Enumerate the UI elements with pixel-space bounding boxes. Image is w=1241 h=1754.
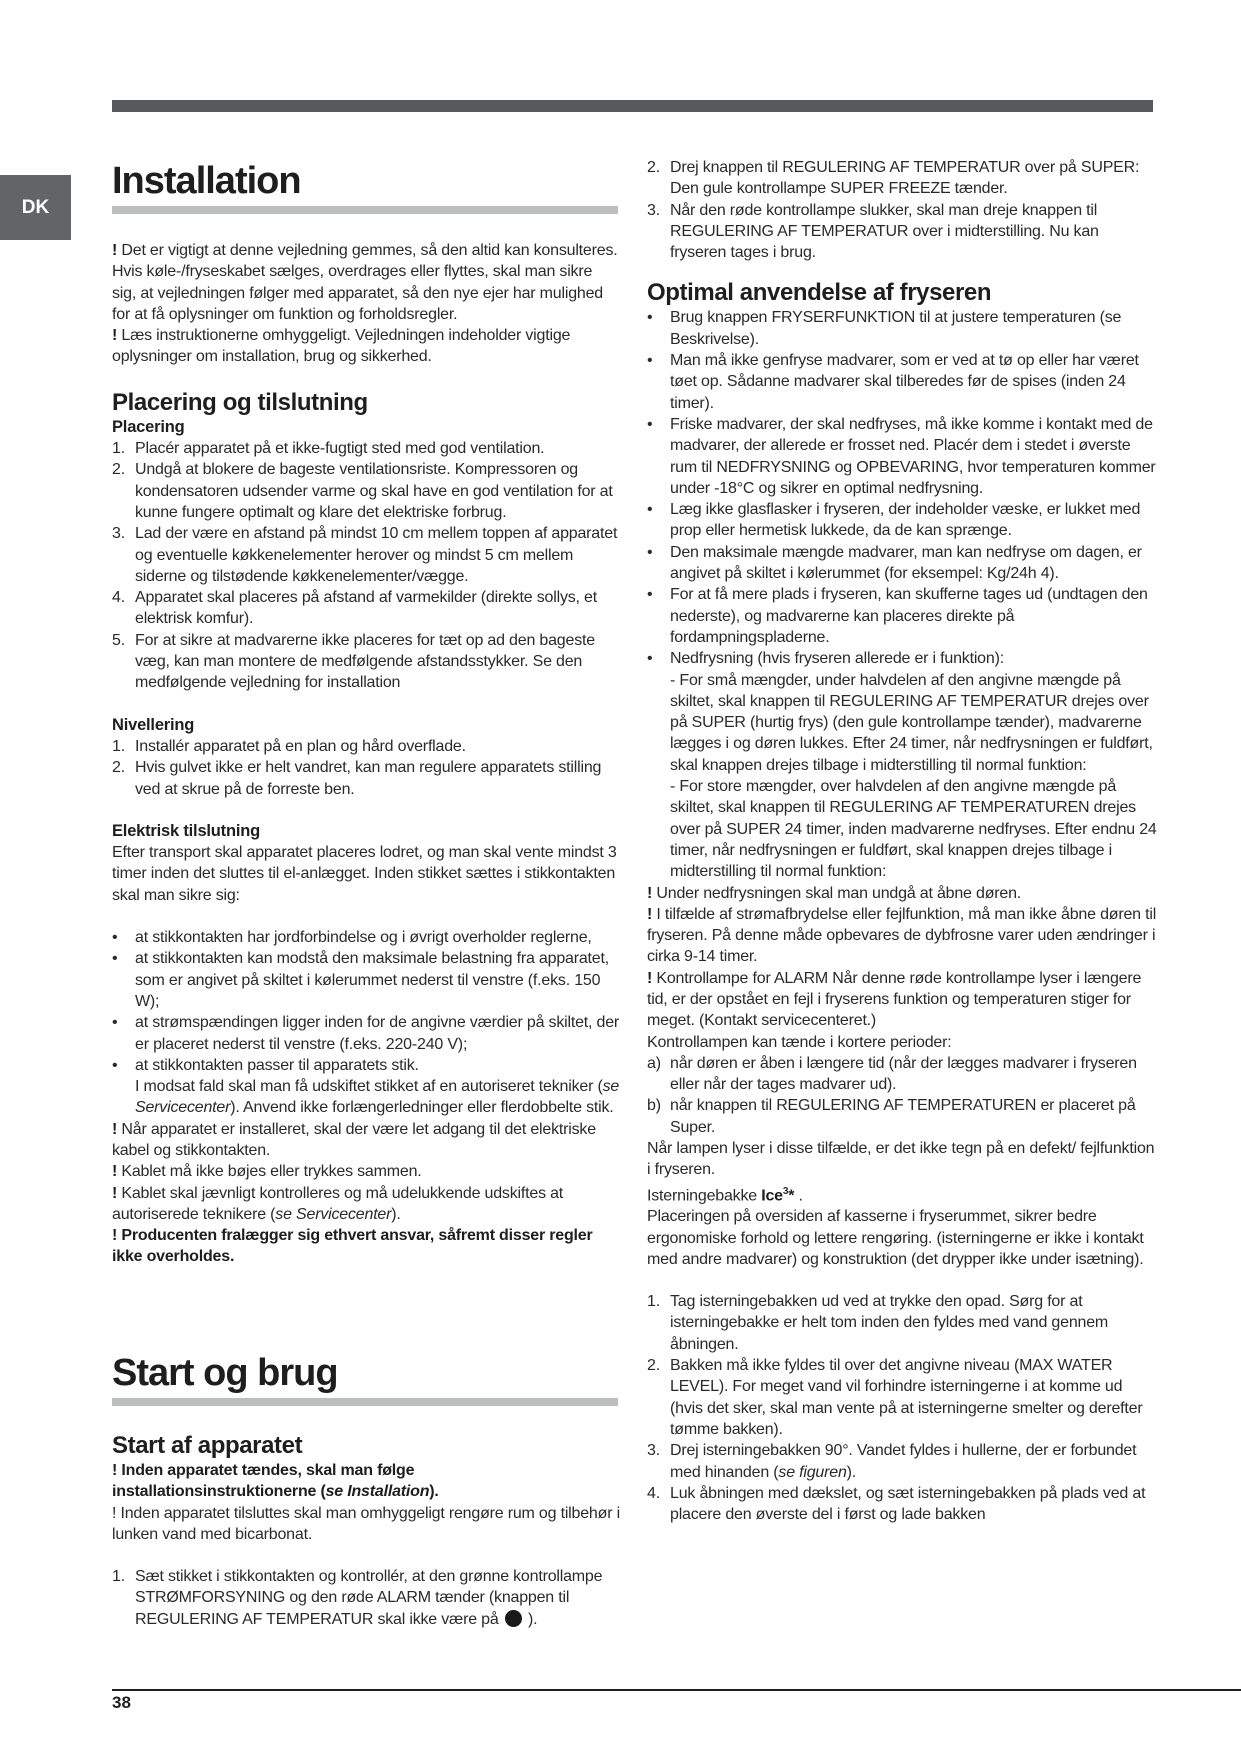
text-run: ! [647,969,653,987]
paragraph [647,1206,1159,1270]
filled-circle-icon [505,1610,522,1627]
bullet-icon: • [112,1014,118,1032]
left-column-start-og-brug [112,1350,620,1630]
list-item [647,1095,1159,1138]
page-number: 38 [112,1693,131,1712]
list-number: 5. [112,631,125,649]
bullet-list [112,927,620,1119]
language-tab: DK [0,175,71,240]
cross-reference: se figuren [778,1463,847,1481]
list-number: b) [647,1097,661,1115]
paragraph [647,883,1159,904]
bullet-icon: • [112,950,118,968]
text-run: ! Inden apparatet tilsluttes skal man omhyggeligt rengøre rum og tilbehør i lunken vand med bicarbonat. [112,1504,620,1543]
text-run: ! [647,884,653,902]
list-item [647,1291,1159,1355]
text-run: * [788,1186,795,1204]
section-heading: Optimal anvendelse af fryseren [647,279,992,307]
list-number: 3. [647,201,660,219]
list-item [112,438,620,459]
numbered-list [112,438,620,694]
text-run: Luk åbningen med dækslet, og sæt isterningebakken på plads ved at placere den øverste del i først og lade bakken [670,1484,1146,1524]
text-run: Kablet må ikke bøjes eller trykkes sammen. [117,1163,422,1181]
paragraph [647,1032,1159,1053]
list-item [647,157,1159,200]
text-run: . [794,1186,803,1204]
paragraph [112,240,620,325]
list-item [112,948,620,1012]
bullet-icon: • [647,352,653,370]
text-run: Brug knappen FRYSERFUNKTION til at justere temperaturen (se Beskrivelse). [670,309,1122,348]
text-run: Læg ikke glasflasker i fryseren, der indeholder væske, er lukket med prop eller hermetisk lukkede, da de kan sprænge. [670,501,1141,540]
section-title: Start og brug [112,1350,618,1406]
text-run: Placeringen på oversiden af kasserne i fryserummet, sikrer bedre ergonomiske forhold og lettere rengøring. (isterningerne er ikke i kontakt med andre madvarer) og konstruktion (det drypper ikke under isætning). [647,1208,1144,1268]
paragraph [112,1460,620,1503]
bullet-icon: • [112,929,118,947]
cross-reference: se Servicecenter [135,1078,620,1117]
text-run: Kablet skal jævnligt kontrolleres og må udelukkende udskiftes at autoriserede teknikere ( [112,1184,564,1223]
text-run: Friske madvarer, der skal nedfryses, må ikke komme i kontakt med de madvarer, der allerede er frosset ned. Placér dem i stedet i øverste rum til NEDFRYSNING og OPBEVARING, hvor temperaturen kommer under -18°C og sikrer en optimal nedfrysning. [670,415,1156,497]
text-run: at stikkontakten har jordforbindelse og i øvrigt overholder reglerne, [135,929,592,947]
text-run: Man må ikke genfryse madvarer, som er ved at tø op eller har været tøet op. Sådanne madvarer skal tilberedes før de spises (inden 24 timer). [670,352,1139,412]
text-run: For at få mere plads i fryseren, kan skufferne tages ud (undtagen den nederste), og madvarerne kan placeres direkte på fordampningspladerne. [670,586,1148,646]
list-number: 1. [112,737,125,755]
paragraph [112,842,620,906]
text-run: Den maksimale mængde madvarer, man kan nedfryse om dagen, er angivet på skiltet i kølerummet (for eksempel: Kg/24h 4). [670,543,1142,583]
bullet-icon: • [647,650,653,668]
text-run: ! [112,1163,118,1181]
list-number: 2. [647,1357,660,1375]
text-run: når døren er åben i længere tid (når der lægges madvarer i fryseren eller når der tages madvarer ud). [670,1054,1137,1094]
numbered-list [647,157,1159,263]
text-run: at stikkontakten kan modstå den maksimale belastning fra apparatet, som er angivet på skiltet i kølerummet nederst til venstre (f.eks. 150 W); [135,950,609,1010]
bullet-icon: • [112,1056,118,1074]
text-run: Drej knappen til REGULERING AF TEMPERATUR over på SUPER: Den gule kontrollampe SUPER FREEZE tænder. [670,159,1140,198]
paragraph [112,1225,620,1268]
numbered-list [112,736,620,800]
list-number: a) [647,1054,661,1072]
left-column-installation [112,158,620,1268]
text-run: Kontrollampen kan tænde i kortere perioder: [647,1033,952,1051]
text-run: når knappen til REGULERING AF TEMPERATUREN er placeret på Super. [670,1097,1136,1136]
list-item [112,736,620,757]
text-run: ). [429,1483,439,1501]
paragraph [647,968,1159,1032]
bullet-icon: • [647,415,653,433]
text-run: ! [112,1120,118,1138]
list-item [647,1440,1159,1483]
text-run: ! Inden apparatet tændes, skal man følge installationsinstruktionerne ( [112,1462,415,1501]
text-run: ). [846,1463,857,1481]
subheading: Nivellering [112,715,195,734]
list-item [647,1053,1159,1096]
list-item [647,1483,1159,1526]
paragraph [112,325,620,368]
text-run: at strømspændingen ligger inden for de angivne værdier på skiltet, der er placeret nederst til venstre (f.eks. 220-240 V); [135,1014,620,1053]
text-run: Ice [761,1186,783,1204]
right-column [647,157,1159,1525]
text-run: ! [112,1184,118,1202]
text-run: Kontrollampe for ALARM Når denne røde kontrollampe lyser i længere tid, er der opstået en fejl i fryserens funktion og temperaturen stiger for meget. (Kontakt servicecenteret.) [647,969,1142,1030]
text-run: Isterningebakke [647,1186,762,1204]
text-run: Apparatet skal placeres på afstand af varmekilder (direkte sollys, et elektrisk komfur). [135,589,597,628]
subheading: Elektrisk tilslutning [112,821,260,840]
text-run: Nedfrysning (hvis fryseren allerede er i funktion): - For små mængder, under halvdelen af den angivne mængde på skiltet, skal knappen til REGULERING AF TEMPERATUR drejes over på SUPER (hurtig frys) (den gule kontrollampe tænder), madvarerne lægges i og døren lukkes. Efter 24 timer, når nedfrysningen er fuldført, skal knappen drejes tilbage i midterstilling til normal funktion: - For store mængder, over halvdelen af den angivne mængde på skiltet, skal knappen til REGULERING AF TEMPERATUREN drejes over på SUPER 24 timer, inden madvarerne nedfryses. Efter endnu 24 timer, når nedfrysningen er fuldført, skal knappen drejes tilbage i midterstilling til normal funktion: [670,650,1157,881]
text-run: Bakken må ikke fyldes til over det angivne niveau (MAX WATER LEVEL). For meget vand vil forhindre isterningerne i at komme ud (hvis det sker, skal man vente på at isterningerne smelter og derefter tømme bakken). [670,1357,1143,1438]
bullet-list [647,307,1159,882]
list-number: 1. [112,1568,125,1586]
paragraph [647,904,1159,968]
list-item [112,1055,620,1119]
list-item [647,414,1159,499]
cross-reference: se Servicecenter [275,1205,392,1223]
list-number: 1. [112,440,125,458]
text-run: ! [112,327,118,345]
list-number: 4. [647,1484,660,1502]
text-run: I tilfælde af strømafbrydelse eller fejlfunktion, må man ikke åbne døren til fryseren. På denne måde opbevares de dybfrosne varer uden ændringer i cirka 9-14 timer. [647,905,1157,966]
list-item [112,1566,620,1630]
paragraph [647,1138,1159,1181]
text-run: Når den røde kontrollampe slukker, skal man dreje knappen til REGULERING AF TEMPERATUR over i midterstilling. Nu kan fryseren tages i brug. [670,201,1099,262]
list-item [112,459,620,523]
text-run: ). [523,1610,538,1628]
bullet-icon: • [647,501,653,519]
list-number: 3. [112,525,125,543]
list-item [647,350,1159,414]
paragraph [112,1183,620,1226]
text-run: Det er vigtigt at denne vejledning gemmes, så den altid kan konsulteres. Hvis køle-/fryseskabet sælges, overdrages eller flyttes, skal man sikre sig, at vejledningen følger med apparatet, så den nye ejer har mulighed for at få oplysninger om funktion og forholdsregler. [112,242,618,323]
text-run: Når lampen lyser i disse tilfælde, er det ikke tegn på en defekt/ fejlfunktion i fryseren. [647,1140,1155,1179]
section-heading: Start af apparatet [112,1432,303,1459]
text-run: Placér apparatet på et ikke-fugtigt sted med god ventilation. [135,440,545,458]
text-run: ! [647,905,653,923]
list-item [647,200,1159,264]
footer-rule [112,1689,1241,1691]
header-bar [112,100,1153,112]
numbered-list [647,1291,1159,1525]
text-run: Når apparatet er installeret, skal der være let adgang til det elektriske kabel og stikkontakten. [112,1120,596,1159]
bullet-icon: • [647,309,653,327]
numbered-list [112,1566,620,1630]
section-heading: Placering og tilslutning [112,388,368,416]
text-run: ! [112,242,118,259]
list-item [112,757,620,800]
text-run: Under nedfrysningen skal man undgå at åbne døren. [652,884,1022,902]
list-number: 2. [112,461,125,479]
list-item [647,499,1159,542]
list-item [112,927,620,948]
list-item [647,542,1159,585]
bullet-icon: • [647,543,653,561]
list-number: 3. [647,1442,660,1460]
text-run: Lad der være en afstand på mindst 10 cm mellem toppen af apparatet og eventuelle køkkenelementer herover og mindst 5 cm mellem siderne og tilstødende køkkenelementer/vægge. [135,525,618,585]
text-run: Drej isterningebakken 90°. Vandet fyldes i hullerne, der er forbundet med hinanden ( [670,1442,1137,1481]
text-run: For at sikre at madvarerne ikke placeres for tæt op ad den bageste væg, kan man montere de medfølgende afstandsstykker. Se den medfølgende vejledning for installation [135,631,595,692]
list-item [112,630,620,694]
list-item [112,523,620,587]
text-run: Installér apparatet på en plan og hård overflade. [135,737,466,755]
text-run: at stikkontakten passer til apparatets stik. I modsat fald skal man få udskiftet stikket af en autoriseret tekniker ( [135,1056,603,1096]
paragraph [112,1503,620,1546]
list-number: 2. [647,159,660,176]
bullet-icon: • [647,586,653,604]
text-run: Tag isterningebakken ud ved at trykke den opad. Sørg for at isterningebakke er helt tom inden den fyldes med vand gennem åbningen. [670,1293,1109,1353]
cross-reference: se Installation [325,1483,430,1501]
list-number: 2. [112,759,125,777]
section-title: Installation [112,158,618,214]
text-run: ). [391,1205,401,1223]
paragraph [112,1161,620,1182]
paragraph [112,1119,620,1162]
paragraph [647,1181,1159,1207]
text-run: ! Producenten fralægger sig ethvert ansvar, såfremt disser regler ikke overholdes. [112,1227,593,1266]
list-item [647,307,1159,350]
list-number: 1. [647,1293,660,1311]
list-item [647,1355,1159,1440]
text-run: Efter transport skal apparatet placeres lodret, og man skal vente mindst 3 timer inden det sluttes til el-anlægget. Inden stikket sættes i stikkontakten skal man sikre sig: [112,844,617,904]
text-run: 3 [782,1185,789,1197]
list-item [647,648,1159,882]
list-item [112,1012,620,1055]
text-run: ). Anvend ikke forlængerledninger eller flerdobbelte stik. [230,1099,614,1117]
text-run: Læs instruktionerne omhyggeligt. Vejledningen indeholder vigtige oplysninger om installation, brug og sikkerhed. [112,327,571,366]
text-run: Hvis gulvet ikke er helt vandret, kan man regulere apparatets stilling ved at skrue på de forreste ben. [135,759,602,798]
list-number: 4. [112,589,125,607]
numbered-list [647,1053,1159,1138]
text-run: Undgå at blokere de bageste ventilationsriste. Kompressoren og kondensatoren udsender varme og skal have en god ventilation for at kunne fungere optimalt og klare det elektriske forbrug. [135,461,613,521]
list-item [112,587,620,630]
list-item [647,584,1159,648]
subheading: Placering [112,417,185,436]
text-run: Sæt stikket i stikkontakten og kontrollér, at den grønne kontrollampe STRØMFORSYNING og den røde ALARM tænder (knappen til REGULERING AF TEMPERATUR skal ikke være på [135,1568,603,1628]
